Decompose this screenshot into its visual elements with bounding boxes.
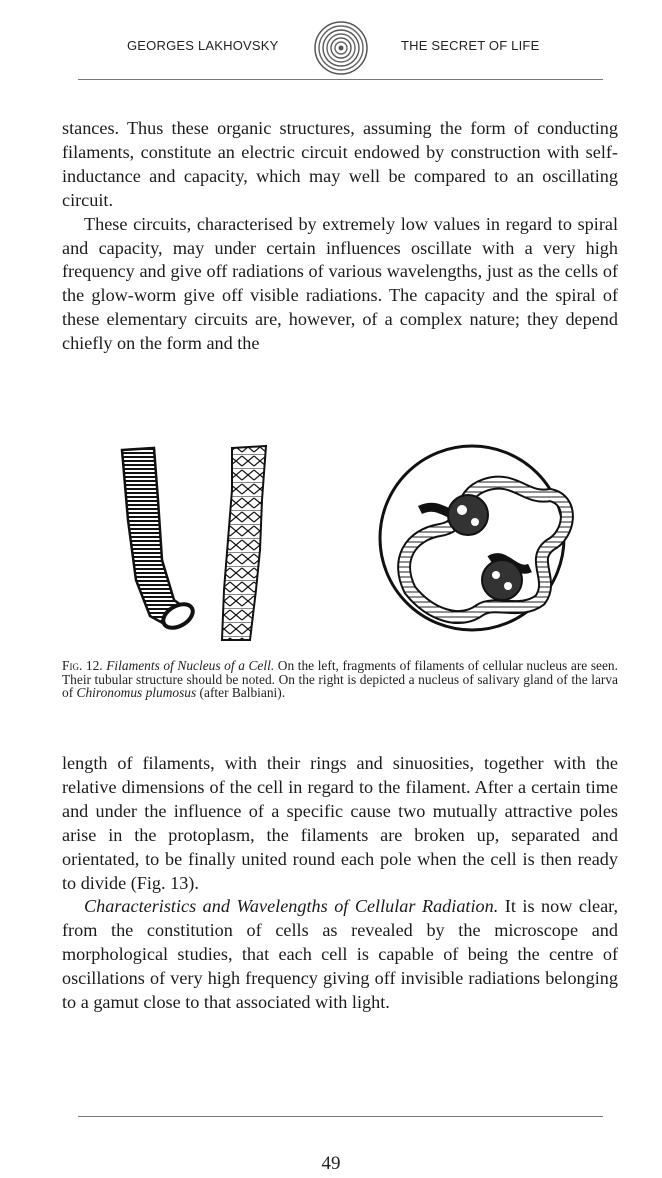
footer-rule [78, 1116, 603, 1117]
header-rule [78, 79, 603, 80]
figure-label: Fig. 12. [62, 658, 103, 673]
caption-credit: (after Balbiani). [199, 685, 286, 701]
caption-text: On the left, fragments of filaments of cellular nucleus are seen. Their tubular structure should be noted. On the right is depicted a nucleus of salivary gland of the larva of [62, 658, 618, 701]
caption-species: Chironomus plumosus [76, 685, 197, 701]
figure-illustration [110, 440, 590, 652]
header-title: THE SECRET OF LIFE [401, 38, 540, 53]
paragraph: stances. Thus these organic structures, assuming the form of conducting filaments, constitute an electric circuit endowed by construction with self-inductance and capacity, which may well be compared to an oscillating circuit. [62, 118, 618, 210]
filament-fragment-left [122, 448, 188, 626]
figure-title: Filaments of Nucleus of a Cell. [106, 658, 275, 673]
body-text-top [62, 117, 618, 356]
paragraph: length of filaments, with their rings and sinuosities, together with the relative dimensions of the cell in regard to the filament. After a certain time and under the influence of a specific cause two mutually attractive poles arise in the protoplasm, the filaments are broken up, separated and orientated, to be finally united round each pole when the cell is then ready to divide (Fig. 13). [62, 753, 618, 893]
paragraph: These circuits, characterised by extremely low values in regard to spiral and capacity, may under certain influences oscillate with a very high frequency and give off radiations of various wavelengths, just as the cells of the glow-worm give off visible radiations. The capacity and the spiral of these elementary circuits are, however, of a complex nature; they depend chiefly on the form and the [62, 213, 618, 354]
running-header [0, 14, 662, 76]
spiral-logo-icon [313, 20, 369, 76]
page-number: 49 [321, 1153, 341, 1174]
paragraph [62, 895, 618, 1015]
filament-fragment-middle [222, 446, 266, 640]
salivary-gland-nucleus [380, 446, 567, 630]
body-text-bottom [62, 752, 618, 1015]
section-heading: Characteristics and Wavelengths of Cellular Radiation. [84, 896, 499, 917]
paragraph-text: It is now clear, from the constitution of cells as revealed by the microscope and morphological studies, that each cell is capable of being the centre of oscillations of very high frequency giving off invisible radiations belonging to a gamut close to that associated with light. [62, 896, 619, 1013]
header-author: GEORGES LAKHOVSKY [127, 38, 279, 53]
figure-caption [62, 659, 618, 700]
